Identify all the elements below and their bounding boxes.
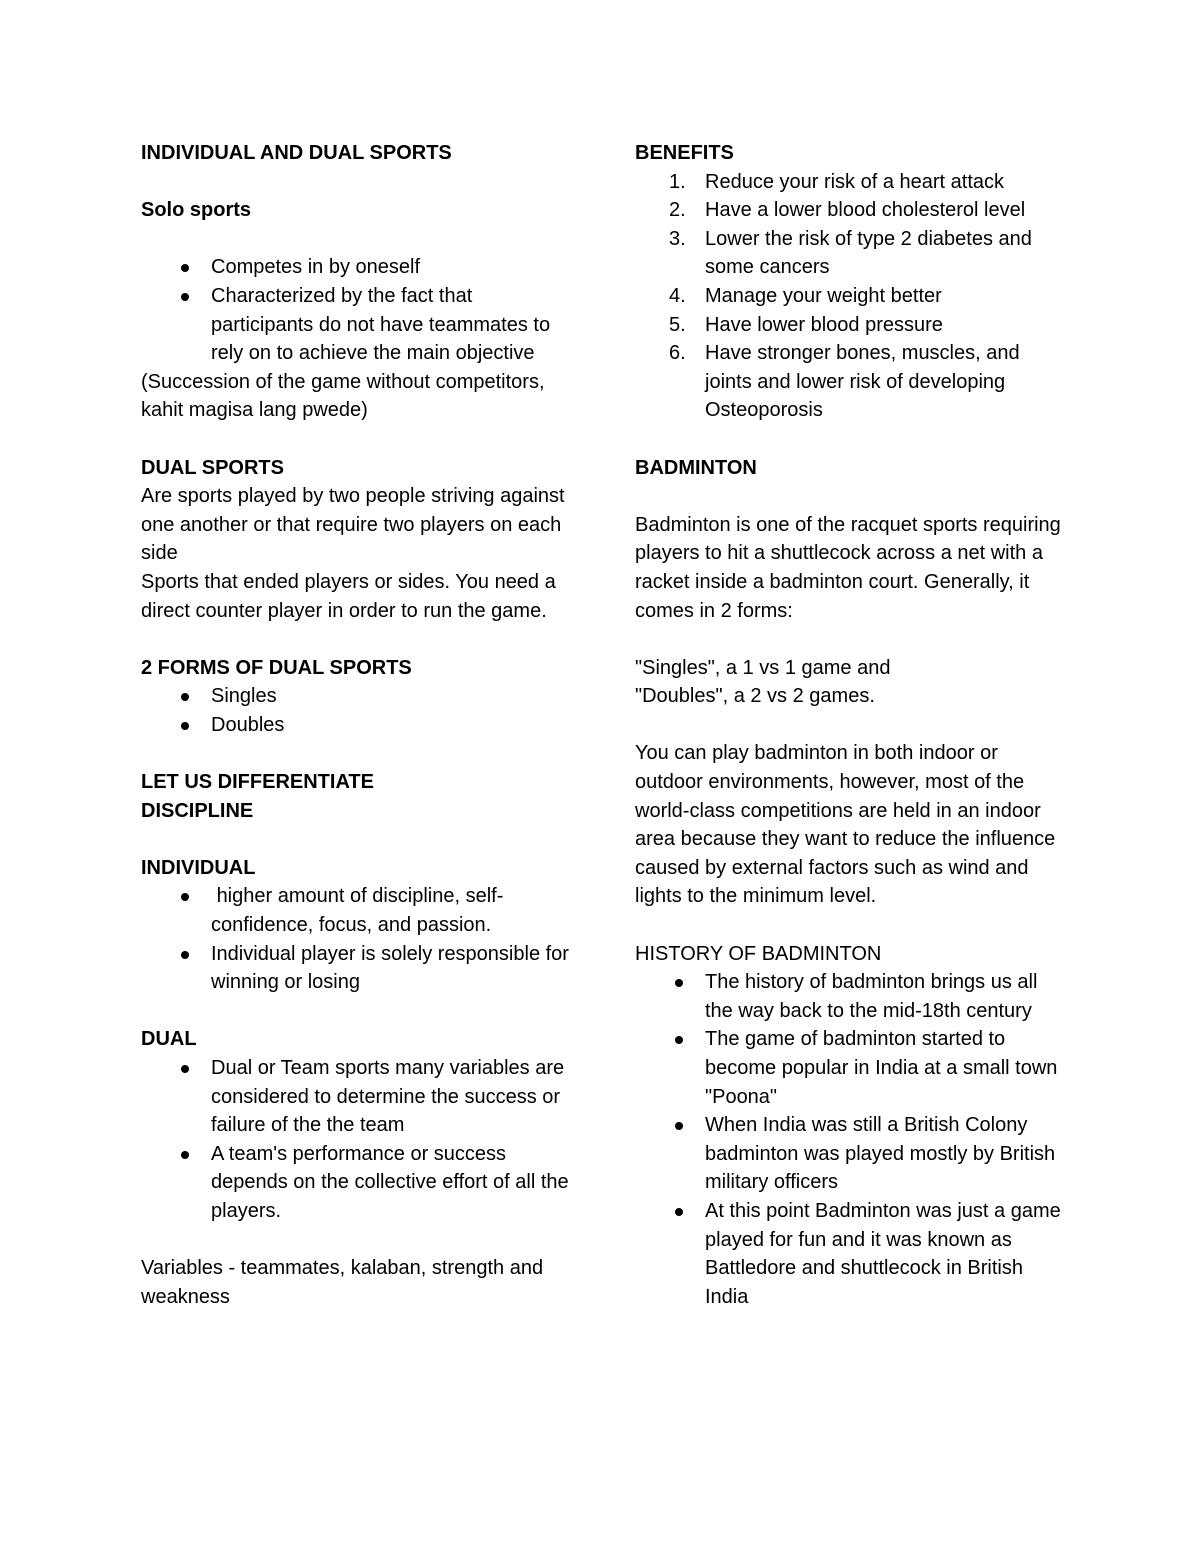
list-item: At this point Badminton was just a game played for fun and it was known as Battledore and shuttlecock in British India — [635, 1197, 1065, 1311]
list-item: Competes in by oneself — [141, 253, 571, 282]
dual-heading: DUAL — [141, 1028, 197, 1051]
bullet-icon — [181, 293, 189, 301]
bullet-icon — [181, 893, 189, 901]
bullet-icon — [675, 1208, 683, 1216]
dual-sports-heading: DUAL SPORTS — [141, 456, 284, 479]
list-item: A team's performance or success depends on the collective effort of all the players. — [141, 1140, 571, 1226]
solo-sports-list — [141, 253, 571, 367]
list-item: higher amount of discipline, self-confidence, focus, and passion. — [141, 882, 571, 939]
differentiate-heading: LET US DIFFERENTIATE — [141, 771, 374, 794]
list-item: 3. Lower the risk of type 2 diabetes and some cancers — [669, 227, 1032, 279]
badminton-paragraph: Badminton is one of the racquet sports requiring players to hit a shuttlecock across a net with a racket inside a badminton court. Generally, it comes in 2 forms: — [635, 513, 1061, 622]
bullet-icon — [675, 1036, 683, 1044]
individual-heading: INDIVIDUAL — [141, 856, 256, 879]
list-item: 4. Manage your weight better — [669, 284, 942, 307]
right-column — [635, 139, 1065, 1311]
forms-list — [141, 682, 571, 739]
individual-list — [141, 882, 571, 996]
badminton-heading: BADMINTON — [635, 456, 757, 479]
dual-list — [141, 1054, 571, 1226]
dual-sports-paragraph: Are sports played by two people striving against one another or that require two players on each side — [141, 485, 565, 565]
singles-line: "Singles", a 1 vs 1 game and — [635, 656, 891, 679]
list-item: 2. Have a lower blood cholesterol level — [669, 199, 1026, 222]
bullet-icon — [181, 951, 189, 959]
dual-sports-paragraph: Sports that ended players or sides. You need a direct counter player in order to run the game. — [141, 570, 556, 622]
bullet-icon — [675, 1122, 683, 1130]
list-item: Dual or Team sports many variables are considered to determine the success or failure of the the team — [141, 1054, 571, 1140]
bullet-icon — [181, 264, 189, 272]
history-heading: HISTORY OF BADMINTON — [635, 942, 882, 965]
solo-note: (Succession of the game without competitors, kahit magisa lang pwede) — [141, 370, 545, 422]
bullet-icon — [181, 1151, 189, 1159]
list-item: Characterized by the fact that participants do not have teammates to rely on to achieve the main objective — [141, 282, 571, 368]
left-column — [141, 139, 571, 1311]
doubles-line: "Doubles", a 2 vs 2 games. — [635, 685, 875, 708]
variables-note: Variables - teammates, kalaban, strength and weakness — [141, 1257, 544, 1308]
list-item: Individual player is solely responsible for winning or losing — [141, 940, 571, 997]
environment-paragraph: You can play badminton in both indoor or outdoor environments, however, most of the world-class competitions are held in an indoor area because they want to reduce the influence caused by external factors such as wind and lights to the minimum level. — [635, 742, 1056, 908]
discipline-heading: DISCIPLINE — [141, 799, 254, 822]
list-item: 6. Have stronger bones, muscles, and joints and lower risk of developing Osteoporosis — [669, 342, 1020, 422]
list-item: Singles — [141, 682, 571, 711]
bullet-icon — [675, 979, 683, 987]
bullet-icon — [181, 693, 189, 701]
document-title: INDIVIDUAL AND DUAL SPORTS — [141, 142, 452, 164]
benefits-heading: BENEFITS — [635, 142, 734, 164]
solo-sports-heading: Solo sports — [141, 199, 252, 222]
list-item: 5. Have lower blood pressure — [669, 313, 943, 336]
bullet-icon — [181, 1065, 189, 1073]
list-item: The history of badminton brings us all the way back to the mid-18th century — [635, 968, 1065, 1025]
benefits-list — [635, 168, 1065, 425]
list-item: 1. Reduce your risk of a heart attack — [669, 170, 1005, 193]
list-item: The game of badminton started to become popular in India at a small town "Poona" — [635, 1025, 1065, 1111]
forms-heading: 2 FORMS OF DUAL SPORTS — [141, 656, 412, 679]
history-list — [635, 968, 1065, 1311]
list-item: When India was still a British Colony badminton was played mostly by British military officers — [635, 1111, 1065, 1197]
bullet-icon — [181, 722, 189, 730]
list-item: Doubles — [141, 711, 571, 740]
